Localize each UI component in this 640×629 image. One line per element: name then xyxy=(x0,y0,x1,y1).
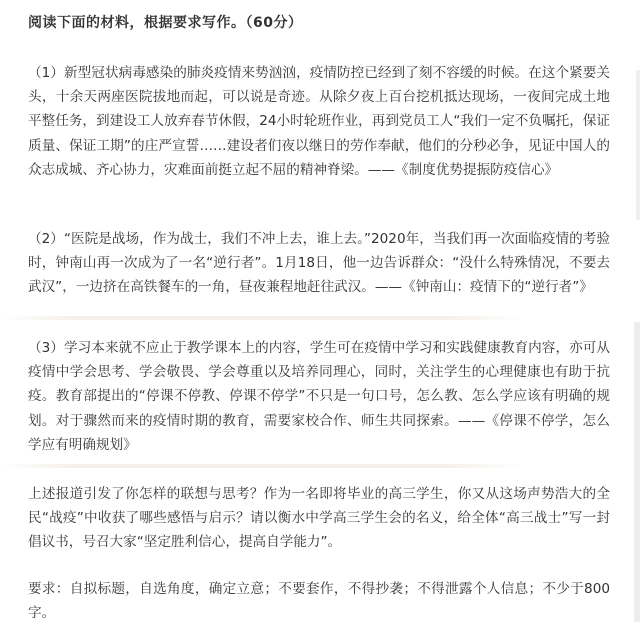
requirements-paragraph: 要求：自拟标题，自选角度，确定立意；不要套作，不得抄袭；不得泄露个人信息；不少于800字。 xyxy=(28,581,610,622)
material-paragraph-2: （2）“医院是战场，作为战士，我们不冲上去，谁上去。”2020年，当我们再一次面临疫情的考验时，钟南山再一次成为了一名“逆行者”。1月18日，他一边告诉群众：“没什么特殊情况，不要去武汉”，一边挤在高铁餐车的一角，昼夜兼程地赶往武汉。——《钟南山：疫情下的“逆行者”》 xyxy=(28,231,610,296)
task-paragraph: 上述报道引发了你怎样的联想与思考？作为一名即将毕业的高三学生，你又从这场声势浩大的全民“战疫”中收获了哪些感悟与启示？请以衡水中学高三学生会的名义，给全体“高三战士”写一封倡议书，号召大家“坚定胜利信心，提高自学能力”。 xyxy=(28,486,610,551)
material-paragraph-1: （1）新型冠状病毒感染的肺炎疫情来势汹汹，疫情防控已经到了刻不容缓的时候。在这个紧要关头，十余天两座医院拔地而起，可以说是奇迹。从除夕夜上百台挖机抵达现场，一夜间完成土地平整任务，到建设工人放弃春节休假，24小时轮班作业，再到党员工人“我们一定不负嘱托，保证质量、保证工期”的庄严宣誓……建设者们夜以继日的劳作奉献，他们的分秒必争，见证中国人的众志成城、齐心协力，灾难面前挺立起不屈的精神脊梁。——《制度优势提振防疫信心》 xyxy=(28,65,610,178)
material-paragraph-3: （3）学习本来就不应止于教学课本上的内容，学生可在疫情中学习和实践健康教育内容，亦可从疫情中学会思考、学会敬畏、学会尊重以及培养同理心，同时，关注学生的心理健康也有助于抗疫。教育部提出的“停课不停教、停课不停学”不只是一句口号，怎么教、怎么学应该有明确的规划。对于骤然而来的疫情时期的教育，需要家校合作、师生共同探索。——《停课不停学，怎么学应有明确规划》 xyxy=(28,340,610,453)
decorative-divider xyxy=(0,464,522,468)
prompt-title: 阅读下面的材料，根据要求写作。（60分） xyxy=(28,15,303,31)
decorative-edge xyxy=(636,70,640,220)
decorative-divider xyxy=(0,316,522,320)
decorative-edge xyxy=(634,322,640,622)
